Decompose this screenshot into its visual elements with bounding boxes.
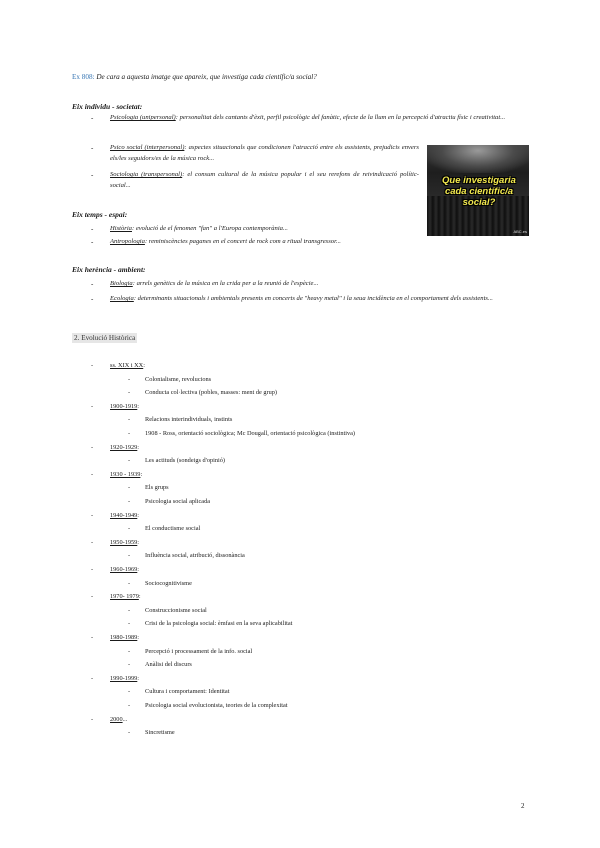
timeline-dash: - [91, 470, 94, 478]
axis-item-ecologia [110, 294, 530, 305]
axis-item-text: : aspectes situacionals que condicionen l'atracció entre els assistents, prejudicis envers els/les seguidors/es de la música rock... [110, 144, 419, 162]
timeline-item: Construccionisme social [145, 606, 207, 614]
timeline-period-label: 1980-1989 [110, 634, 138, 641]
timeline-subdash: - [128, 498, 131, 505]
axis-item-term: Ecologia [110, 295, 134, 302]
timeline-period-label: ss. XIX i XX [110, 362, 144, 369]
exercise-question-text: De cara a aquesta imatge que apareix, que investiga cada científic/a social? [96, 73, 317, 81]
axis-item-psicologia [110, 113, 530, 124]
timeline-period [110, 403, 139, 410]
axis-item-text: : reminiscències paganes en el concert de rock com a ritual transgressor... [144, 238, 341, 245]
timeline-period-label: 1930 - 1939 [110, 470, 141, 478]
timeline-period-suffix: : [137, 674, 140, 682]
timeline-item: El conductisme social [145, 525, 201, 533]
photo-credit: ABC.es [513, 229, 527, 234]
timeline-item: Percepció i processament de la info. social [145, 647, 253, 655]
timeline-item: 1908 - Ross, orientació sociològica; Mc Dougall, orientació psicològica (instintiva) [145, 430, 356, 437]
timeline-subdash: - [128, 702, 131, 709]
timeline-period-suffix: : [137, 634, 140, 641]
timeline-period-label: 1940-1949 [110, 511, 138, 519]
timeline-subdash: - [128, 688, 131, 696]
timeline-subdash: - [128, 579, 131, 587]
axis-item-term: Biologia [110, 280, 133, 287]
timeline-dash: - [91, 715, 94, 723]
axis-title-individu-societat: Eix individu - societat: [72, 102, 143, 111]
axis-item-term: Psicologia (unipersonal) [110, 114, 176, 121]
axis-title-herencia-ambient: Eix herència - ambient: [72, 265, 146, 274]
timeline-period-suffix: : [140, 470, 143, 478]
axis-item-sociologia [110, 170, 419, 191]
timeline-subdash: - [128, 389, 131, 397]
timeline-period-suffix: ... [122, 715, 128, 723]
timeline-item: Els grups [145, 484, 169, 492]
timeline-dash: - [91, 402, 94, 410]
timeline-period-label: 1990-1999 [110, 674, 138, 682]
timeline-period-suffix: : [137, 566, 140, 573]
photo-caption: Que investigaria cada científic/a social? [442, 175, 516, 208]
timeline-dash: - [91, 593, 94, 601]
timeline-dash: - [91, 362, 94, 369]
timeline-item: Conducta col·lectiva (pobles, masses: ment de grup) [145, 389, 278, 397]
stage-lights [427, 145, 529, 173]
timeline-period-suffix: : [137, 443, 140, 451]
timeline-subdash: - [128, 430, 131, 437]
timeline-period [110, 593, 141, 600]
timeline-period [110, 512, 139, 519]
timeline-dash: - [91, 538, 94, 546]
page-number: 2 [521, 802, 525, 810]
timeline-period-suffix: : [143, 362, 145, 369]
section-heading: 2. Evolució Històrica [74, 334, 136, 342]
timeline-item: Sincretisme [145, 729, 175, 737]
axis-title-temps-espai: Eix temps - espai: [72, 210, 128, 219]
timeline-period [110, 471, 142, 478]
timeline-period-label: 1900-1919 [110, 402, 138, 410]
timeline-period-suffix: : [138, 593, 141, 601]
timeline-period [110, 362, 145, 369]
timeline-subdash: - [128, 620, 131, 628]
timeline-item: Psicologia social evolucionista, teories de la complexitat [145, 702, 288, 709]
timeline-period [110, 634, 139, 641]
axis-item-text: : arrels genètics de la música en la crida per a la reunió de l'espècie... [132, 280, 319, 287]
axis-item-text: : determinants situacionals i ambientals presents en concerts de "heavy metal" i la seua incidència en el comportament dels assistents... [133, 295, 493, 302]
timeline-subdash: - [128, 606, 131, 614]
timeline-item: Colonialisme, revolucions [145, 375, 212, 383]
axis-item-term: Sociologia (transpersonal) [110, 171, 183, 178]
bullet-dash: - [91, 144, 94, 152]
timeline-item: Les actituds (sondeigs d'opinió) [145, 457, 226, 465]
timeline-item: Psicologia social aplicada [145, 498, 211, 505]
timeline-dash: - [91, 511, 94, 519]
timeline-period-label: 2000 [110, 715, 123, 723]
bullet-dash: - [91, 280, 94, 288]
timeline-period-label: 1920-1929 [110, 443, 138, 451]
timeline-period [110, 566, 139, 573]
timeline-period [110, 444, 139, 451]
bullet-dash: - [91, 295, 94, 303]
timeline-item: Influència social, atribució, dissonància [145, 552, 245, 560]
timeline-subdash: - [128, 647, 131, 655]
axis-item-psico-social [110, 143, 419, 164]
bullet-dash: - [91, 238, 94, 246]
timeline-period-suffix: : [137, 538, 140, 546]
timeline-dash: - [91, 566, 94, 573]
axis-item-text: : evolució de el fenomen "fan" a l'Europa contemporània... [131, 225, 288, 232]
timeline-item: Cultura i comportament: Identitat [145, 688, 230, 696]
timeline-period [110, 716, 127, 723]
axis-item-biologia [110, 279, 530, 290]
timeline-item: Crisi de la psicologia social: èmfasi en la seva aplicabilitat [145, 620, 293, 628]
axis-item-term: Psico social (interpersonal) [110, 144, 185, 151]
bullet-dash: - [91, 171, 94, 179]
timeline-dash: - [91, 443, 94, 451]
timeline-period [110, 539, 139, 546]
bullet-dash: - [91, 225, 94, 233]
timeline-item: Relacions interindividuals, instints [145, 416, 233, 424]
timeline-period-suffix: : [137, 402, 140, 410]
timeline-period-label: 1950-1959 [110, 538, 138, 546]
timeline-subdash: - [128, 525, 131, 533]
timeline-subdash: - [128, 552, 131, 560]
timeline-period-label: 1970- 1979 [110, 593, 139, 601]
timeline-item: Sociocognitivisme [145, 579, 192, 587]
timeline-item: Anàlisi del discurs [145, 661, 192, 669]
timeline-period-label: 1960-1969 [110, 566, 138, 573]
timeline-subdash: - [128, 375, 131, 383]
timeline-subdash: - [128, 729, 131, 737]
timeline-subdash: - [128, 457, 131, 465]
timeline-period-suffix: : [137, 511, 140, 519]
axis-item-text: : el consum cultural de la música popular i el seu rerefons de reivindicació polític- social... [110, 171, 419, 189]
timeline-period [110, 675, 139, 682]
bullet-dash: - [91, 114, 94, 122]
timeline-subdash: - [128, 484, 131, 492]
exercise-label: Ex 808: [72, 73, 95, 81]
axis-item-antropologia [110, 237, 530, 248]
axis-item-text: : personalitat dels cantants d'èxit, perfil psicològic del fanàtic, efecte de la llum en la percepció d'atractiu físic i creativitat... [175, 114, 506, 121]
exercise-question [72, 73, 532, 81]
timeline-subdash: - [128, 661, 131, 669]
timeline-dash: - [91, 634, 94, 641]
axis-item-term: Antropologia [110, 238, 145, 245]
axis-item-term: Història [110, 225, 132, 232]
timeline-subdash: - [128, 416, 131, 424]
concert-photo [427, 145, 529, 236]
axis-item-historia [110, 224, 419, 235]
timeline-dash: - [91, 674, 94, 682]
